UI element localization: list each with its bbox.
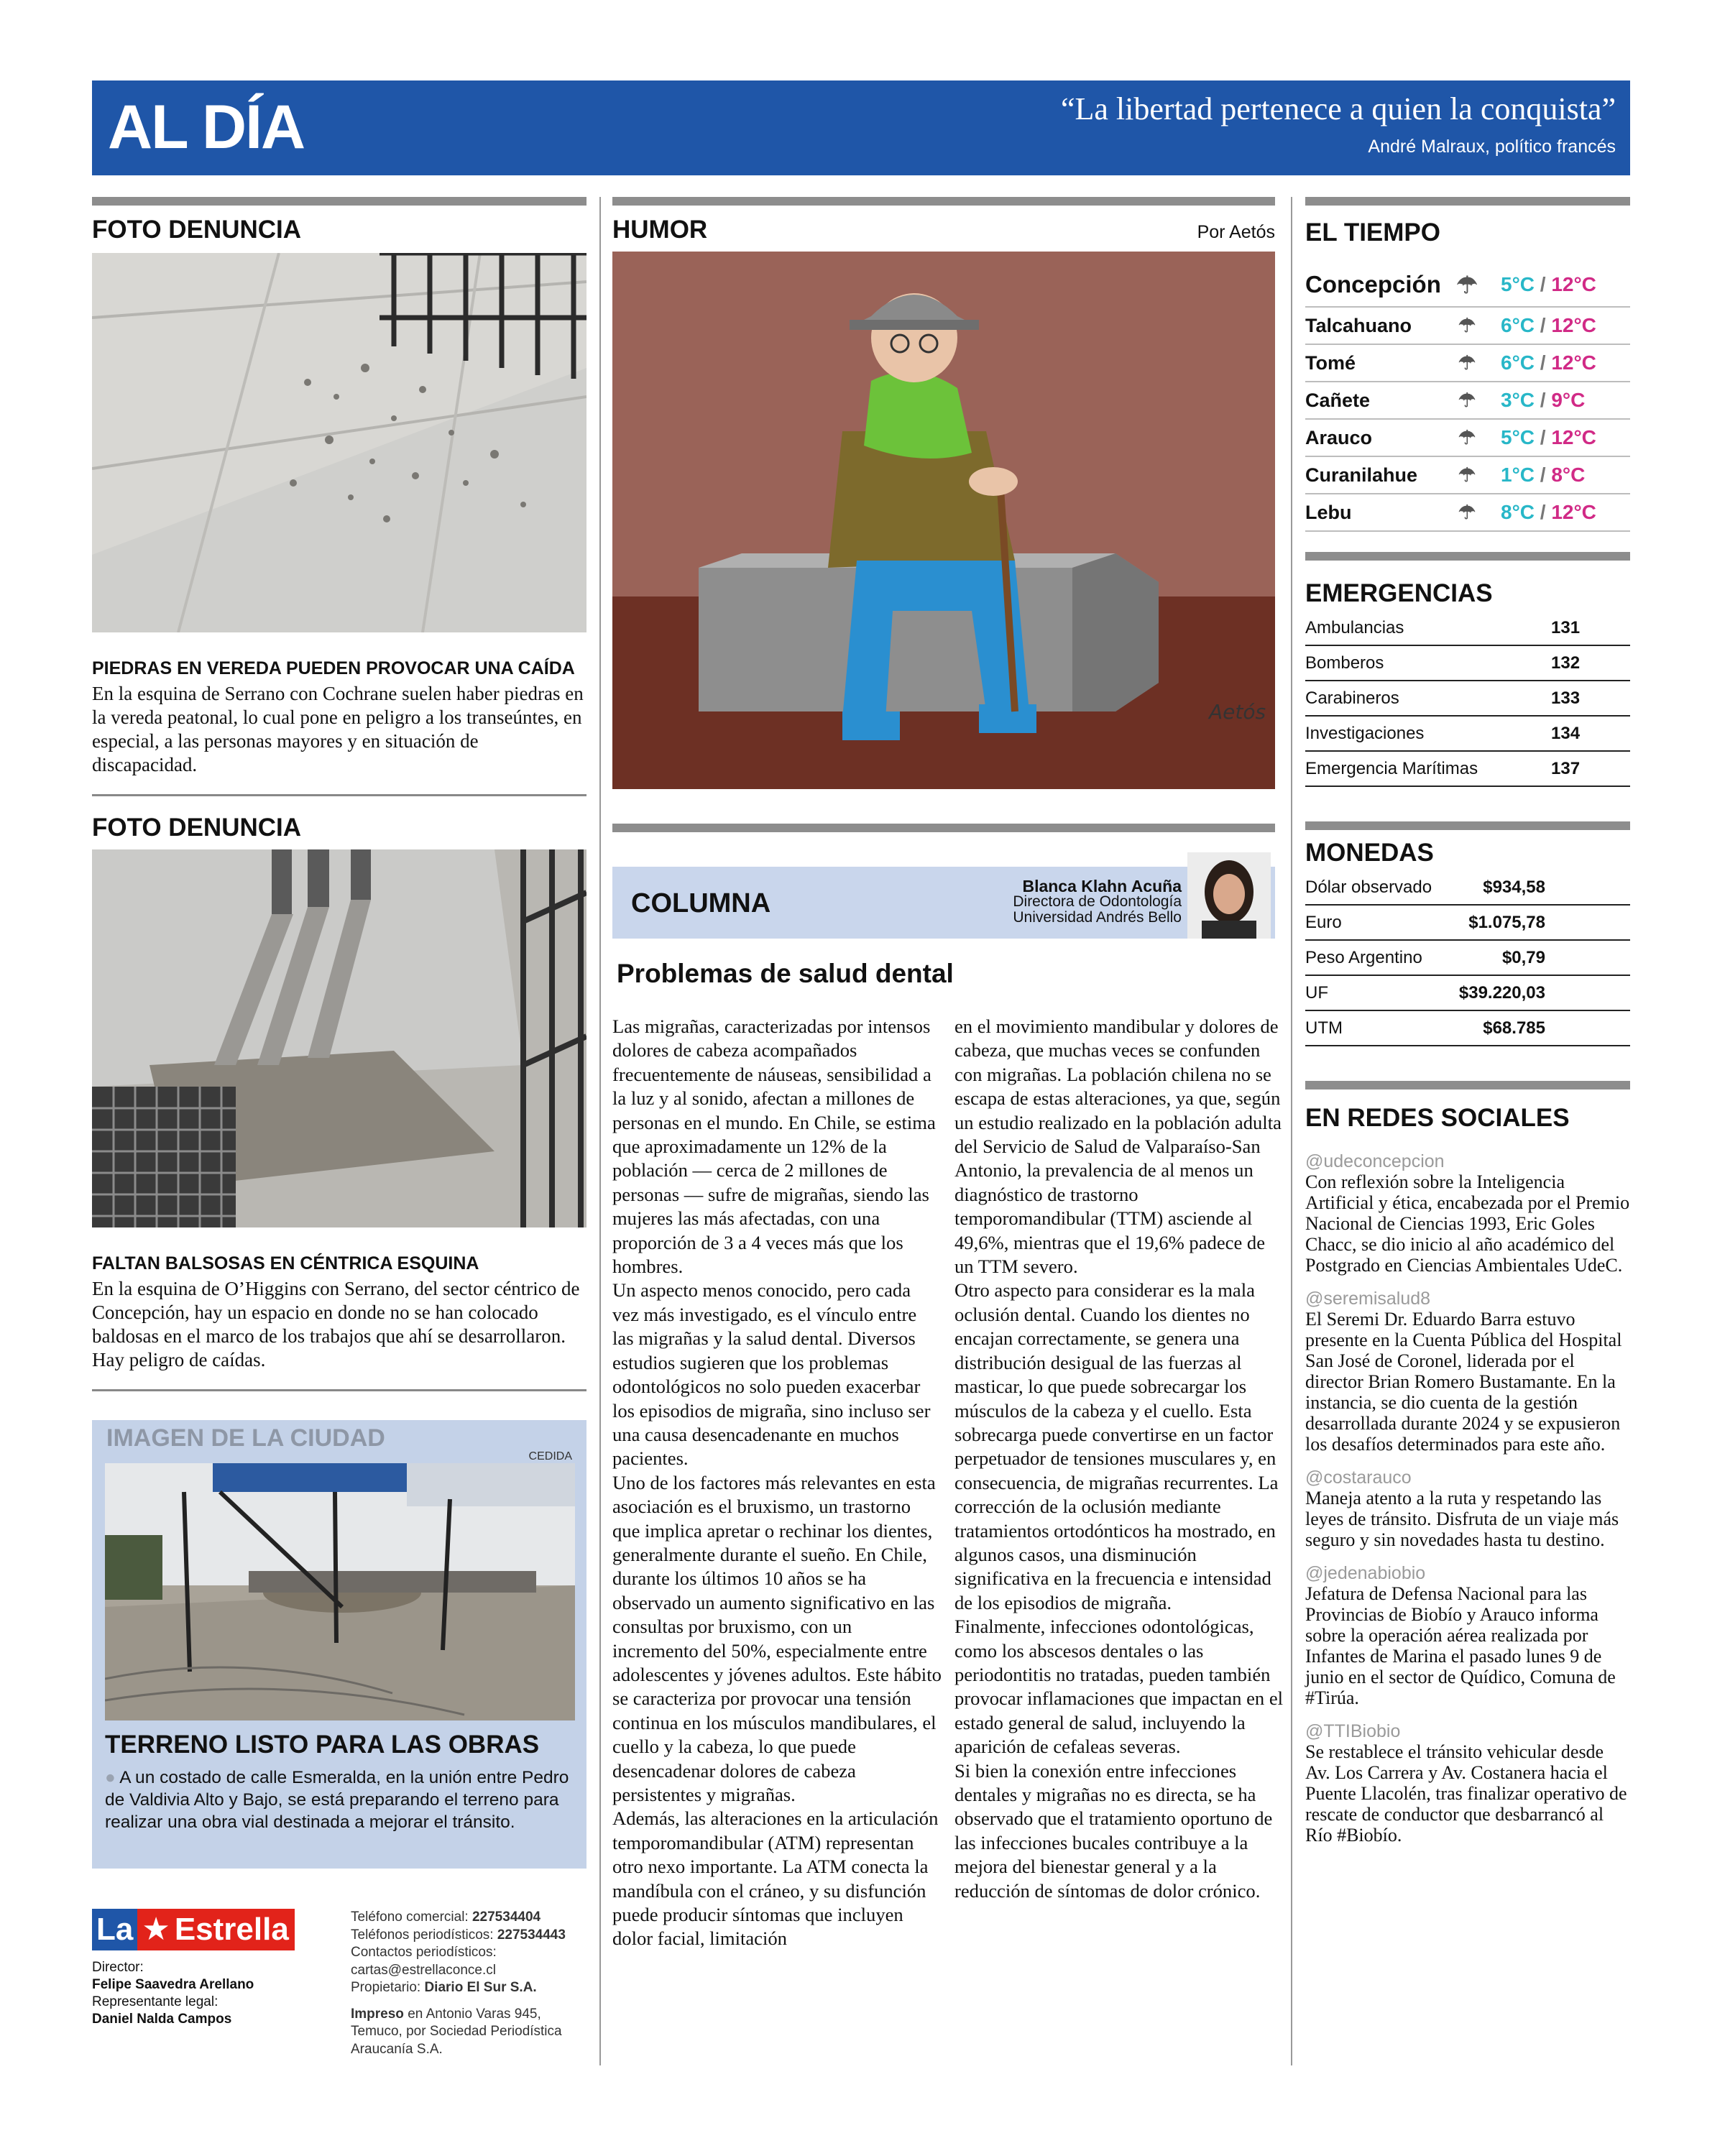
paragraph: Finalmente, infecciones odontológicas, como los abscesos dentales o las periodontitis no tratadas, pueden también provocar inflamaciones que impactan en el estado general de salud, incluyendo la aparición de cefaleas severas. [954,1616,1284,1758]
director-name: Felipe Saavedra Arellano [92,1977,254,1992]
divider [612,824,1275,832]
temp-min: 8°C [1501,501,1535,523]
temp-min: 5°C [1501,273,1535,295]
paragraph: Además, las alteraciones en la articulación temporomandibular (ATM) representan otro nexo importante. La ATM conecta la mandíbula con el cráneo, y su disfunción puede producir síntomas que incluyen dolor facial, limitación [612,1807,939,1950]
sidewalk-stones-photo [92,253,586,632]
divider [92,794,586,796]
author-university: Universidad Andrés Bello [1013,909,1182,926]
tiempo-title: EL TIEMPO [1305,218,1440,247]
monedas-value: $68.785 [1483,1018,1545,1038]
emergencias-row [1305,681,1630,717]
monedas-label: Peso Argentino [1305,947,1422,967]
tel-com: 227534404 [472,1909,541,1925]
social-handle[interactable]: @costarauco [1305,1468,1412,1488]
paragraph: Uno de los factores más relevantes en esta asociación es el bruxismo, un trastorno que implica apretar o rechinar los dientes, generalmente durante el sueño. En Chile, durante los últimos 10 años se ha observado un aumento significativo en las consultas por bruxismo, con un incremento del 50%, especialmente entre adolescentes y jóvenes adultos. Este hábito se caracteriza por provocar una tensión continua en los músculos mandibulares, el cuello y la cabeza, lo que puede desencadenar dolores de cabeza persistentes y migrañas. [612,1471,942,1805]
owner-label: Propietario: [351,1980,421,1995]
photo-credit: CEDIDA [528,1450,572,1462]
rain-cloud-icon: ☂ [1458,389,1476,411]
print-text: en Antonio Varas 945, Temuco, por Sociedad Periodística Araucanía S.A. [351,2006,562,2057]
separator: / [1535,273,1552,295]
social-text: El Seremi Dr. Eduardo Barra estuvo presente en la Cuenta Pública del Hospital San José de Coronel, liderada por el director Brian Romero Bustamante. En la instancia, se dio cuenta de la gestión desarrollada durante 2024 y se expusieron los desafíos determinados para este año. [1305,1309,1622,1455]
contact-label: Contactos periodísticos: [351,1945,497,1960]
bullet-icon: ● [105,1768,120,1787]
author-name: Blanca Klahn Acuña [1022,877,1182,895]
author-role: Directora de Odontología [1013,893,1182,910]
emergencias-title: EMERGENCIAS [1305,579,1493,607]
separator: / [1535,314,1552,336]
paragraph: Si bien la conexión entre infecciones dentales y migrañas no es directa, se ha observado que el tratamiento oportuno de las infecciones bucales contribuye a la mejora del bienestar general y a la reducción de síntomas de dolor crónico. [954,1759,1273,1902]
redes-title: EN REDES SOCIALES [1305,1104,1570,1132]
city-name: Arauco [1305,426,1373,448]
monedas-label: UTM [1305,1018,1343,1038]
ciudad-headline: TERRENO LISTO PARA LAS OBRAS [105,1731,540,1759]
social-handle[interactable]: @seremisalud8 [1305,1289,1431,1309]
monedas-row [1305,1011,1630,1046]
monedas-label: UF [1305,982,1328,1003]
emergencias-label: Ambulancias [1305,617,1404,637]
humor-byline: Por Aetós [1197,222,1275,242]
tel-per: 227534443 [497,1927,566,1943]
divider [1305,552,1630,561]
logo-la: La [92,1909,137,1950]
quote-author: André Malraux, político francés [1368,137,1616,157]
city-name: Cañete [1305,389,1371,411]
tel-com-label: Teléfono comercial: [351,1909,469,1925]
temp-min: 3°C [1501,389,1535,411]
separator: / [1535,464,1552,486]
humor-title: HUMOR [612,216,708,244]
monedas-value: $934,58 [1483,877,1545,897]
emergencias-value: 133 [1551,688,1581,708]
paragraph: Un aspecto menos conocido, pero cada vez más investigado, es el vínculo entre las migrañas y la salud dental. Diversos estudios sugieren que los problemas odontológicos no solo pueden exacerbar los episodios de migraña, sino incluso ser una causa desencadenante en muchos pacientes. [612,1279,931,1470]
separator: / [1535,389,1552,411]
weather-row [1305,382,1630,420]
separator: / [1535,351,1552,374]
monedas-table [1305,870,1630,1046]
city-name: Talcahuano [1305,314,1412,336]
weather-row [1305,457,1630,494]
logo-estrella: Estrella [175,1909,295,1950]
weather-row [1305,308,1630,345]
social-text: Se restablece el tránsito vehicular desde Av. Los Carrera y Av. Costanera hacia el Puente Llacolén, tras finalizar operativo de rescate de conductor que desbarrancó al Río #Biobío. [1305,1741,1627,1846]
column-text-2 [954,1015,1284,1903]
social-text: Maneja atento a la ruta y respetando las leyes de tránsito. Disfruta de un viaje más seguro y sin novedades hasta tu destino. [1305,1488,1619,1550]
imagen-ciudad-title: IMAGEN DE LA CIUDAD [106,1424,385,1452]
monedas-title: MONEDAS [1305,839,1434,867]
social-handle[interactable]: @TTIBiobio [1305,1721,1401,1741]
header-quote: “La libertad pertenece a quien la conquista” [1060,91,1616,126]
emergencias-row [1305,646,1630,681]
monedas-value: $39.220,03 [1458,982,1545,1003]
divider [1305,197,1630,206]
temp-min: 6°C [1501,314,1535,336]
tel-per-label: Teléfonos periodísticos: [351,1927,494,1943]
rain-cloud-icon: ☂ [1458,464,1476,486]
columna-header [612,867,1275,939]
column-text-1 [612,1015,942,1951]
emergencias-value: 134 [1551,723,1581,743]
humor-cartoon [612,252,1275,789]
monedas-label: Dólar observado [1305,877,1432,897]
divider [92,1389,586,1391]
emergencias-value: 132 [1551,653,1581,673]
emergencias-row [1305,717,1630,752]
temperature [1501,464,1585,487]
cartoon-signature: Aetós [1209,700,1266,724]
separator: / [1535,501,1552,523]
monedas-row [1305,870,1630,906]
estrella-logo [92,1909,295,1950]
temp-max: 12°C [1551,314,1596,336]
section-header [92,80,1630,175]
director-label: Director: [92,1960,144,1975]
monedas-label: Euro [1305,912,1342,932]
emergencias-row [1305,611,1630,646]
temperature [1501,273,1596,296]
emergencias-table [1305,611,1630,787]
rain-cloud-icon: ☂ [1458,426,1476,448]
staff-info [92,1959,254,2028]
weather-row [1305,263,1630,308]
emergencias-value: 137 [1551,758,1581,778]
rain-cloud-icon: ☂ [1458,501,1476,523]
temp-max: 12°C [1551,426,1596,448]
denuncia-2-headline: FALTAN BALSOSAS EN CÉNTRICA ESQUINA [92,1253,479,1273]
temp-max: 8°C [1551,464,1586,486]
temperature [1501,314,1596,337]
temp-max: 12°C [1551,501,1596,523]
columna-label: COLUMNA [631,888,771,918]
section-title: AL DÍA [108,93,305,162]
temp-min: 5°C [1501,426,1535,448]
temp-max: 12°C [1551,351,1596,374]
monedas-value: $1.075,78 [1468,912,1545,932]
contact-email[interactable]: cartas@estrellaconce.cl [351,1962,496,1978]
emergencias-value: 131 [1551,617,1581,637]
monedas-value: $0,79 [1501,947,1545,967]
rep-label: Representante legal: [92,1994,218,2009]
monedas-row [1305,976,1630,1011]
column-divider [599,197,601,2065]
city-name: Curanilahue [1305,464,1418,486]
author-photo [1187,852,1271,939]
divider [1305,1081,1630,1089]
column-divider [1291,197,1292,2065]
temperature [1501,426,1596,449]
foto-denuncia-1-title: FOTO DENUNCIA [92,216,302,244]
owner: Diario El Sur S.A. [424,1980,537,1995]
temperature [1501,501,1596,524]
separator: / [1535,426,1552,448]
emergencias-label: Investigaciones [1305,723,1425,743]
print-label: Impreso [351,2006,404,2022]
temp-max: 12°C [1551,273,1596,295]
construction-site-photo [105,1463,575,1720]
rep-name: Daniel Nalda Campos [92,2012,232,2027]
divider [92,197,586,206]
temp-min: 6°C [1501,351,1535,374]
foto-denuncia-2-title: FOTO DENUNCIA [92,814,302,842]
denuncia-1-text: En la esquina de Serrano con Cochrane suelen haber piedras en la vereda peatonal, lo cual pone en peligro a los transeúntes, en especial, a las personas mayores y en situación de discapacidad. [92,683,584,775]
imagen-ciudad-box [92,1420,586,1869]
right-column [1305,197,1630,1846]
contact-info [351,1909,588,2058]
left-column [92,197,586,1869]
weather-row [1305,494,1630,532]
monedas-row [1305,941,1630,976]
weather-row [1305,420,1630,457]
emergencias-row [1305,752,1630,787]
denuncia-1-headline: PIEDRAS EN VEREDA PUEDEN PROVOCAR UNA CAÍDA [92,658,575,678]
paragraph: en el movimiento mandibular y dolores de cabeza, que muchas veces se confunden con migrañas. La población chilena no se escapa de estas alteraciones, ya que, según un estudio realizado en la población adulta del Servicio de Salud de Valparaíso-San Antonio, la prevalencia de al menos un diagnóstico de trastorno temporomandibular (TTM) asciende al 49,6%, mientras que el 19,6% padece de un TTM severo. [954,1015,1282,1278]
city-name: Lebu [1305,501,1352,523]
missing-tiles-photo [92,849,586,1227]
masthead [92,1909,588,2060]
ciudad-caption: A un costado de calle Esmeralda, en la unión entre Pedro de Valdivia Alto y Bajo, se está preparando el terreno para realizar una obra vial destinada a mejorar el tránsito. [105,1768,569,1832]
emergencias-label: Bomberos [1305,653,1384,673]
temp-max: 9°C [1551,389,1586,411]
monedas-row [1305,906,1630,941]
temp-min: 1°C [1501,464,1535,486]
social-text: Jefatura de Defensa Nacional para las Provincias de Biobío y Arauco informa sobre la operación aérea realizada por Infantes de Marina el pasado lunes 9 de junio en el sector de Quídico, Comuna de #Tirúa. [1305,1583,1616,1708]
center-column [612,197,1275,989]
social-text: Con reflexión sobre la Inteligencia Artificial y ética, encabezada por el Premio Nacional de Ciencias 1993, Eric Goles Chacc, se dio inicio al año académico del Postgrado en Ciencias Ambientales UdeC. [1305,1171,1630,1276]
divider [612,197,1275,206]
author-block [1013,878,1182,926]
social-posts [1305,1151,1630,1846]
rain-cloud-icon: ☂ [1458,314,1476,336]
weather-table [1305,263,1630,532]
rain-cloud-icon: ☂ [1456,271,1478,298]
city-name: Tomé [1305,351,1356,374]
divider [1305,821,1630,830]
denuncia-2-text: En la esquina de O’Higgins con Serrano, del sector céntrico de Concepción, hay un espacio en donde no se han colocado baldosas en el marco de los trabajos que ahí se desarrollaron. Hay peligro de caídas. [92,1278,580,1370]
rain-cloud-icon: ☂ [1458,351,1476,374]
social-handle[interactable]: @jedenabiobio [1305,1563,1426,1583]
paragraph: Otro aspecto para considerar es la mala oclusión dental. Cuando los dientes no encajan correctamente, se genera una distribución desigual de las fuerzas al masticar, lo que puede sobrecargar los músculos de la cabeza y el cuello. Esta sobrecarga puede convertirse en un factor perpetuador de tensiones musculares y, en consecuencia, de migrañas recurrentes. La corrección de la oclusión mediante tratamientos ortodónticos ha mostrado, en algunos casos, una disminución significativa en la frecuencia e intensidad de los episodios de migraña. [954,1279,1279,1613]
column-headline: Problemas de salud dental [617,959,954,988]
social-handle[interactable]: @udeconcepcion [1305,1151,1445,1171]
temperature [1501,351,1596,374]
emergencias-label: Emergencia Marítimas [1305,758,1478,778]
temperature [1501,389,1585,412]
ciudad-text [105,1766,572,1833]
city-name: Concepción [1305,271,1441,298]
star-icon: ★ [137,1909,174,1950]
emergencias-label: Carabineros [1305,688,1399,708]
weather-row [1305,345,1630,382]
paragraph: Las migrañas, caracterizadas por intensos dolores de cabeza acompañados frecuentemente de náuseas, sensibilidad a la luz y al sonido, afectan a millones de personas en el mundo. En Chile, se estima que aproximadamente un 12% de la población — cerca de 2 millones de personas — sufre de migrañas, siendo las mujeres las más afectadas, con una proporción de 3 a 4 veces más que los hombres. [612,1015,936,1278]
